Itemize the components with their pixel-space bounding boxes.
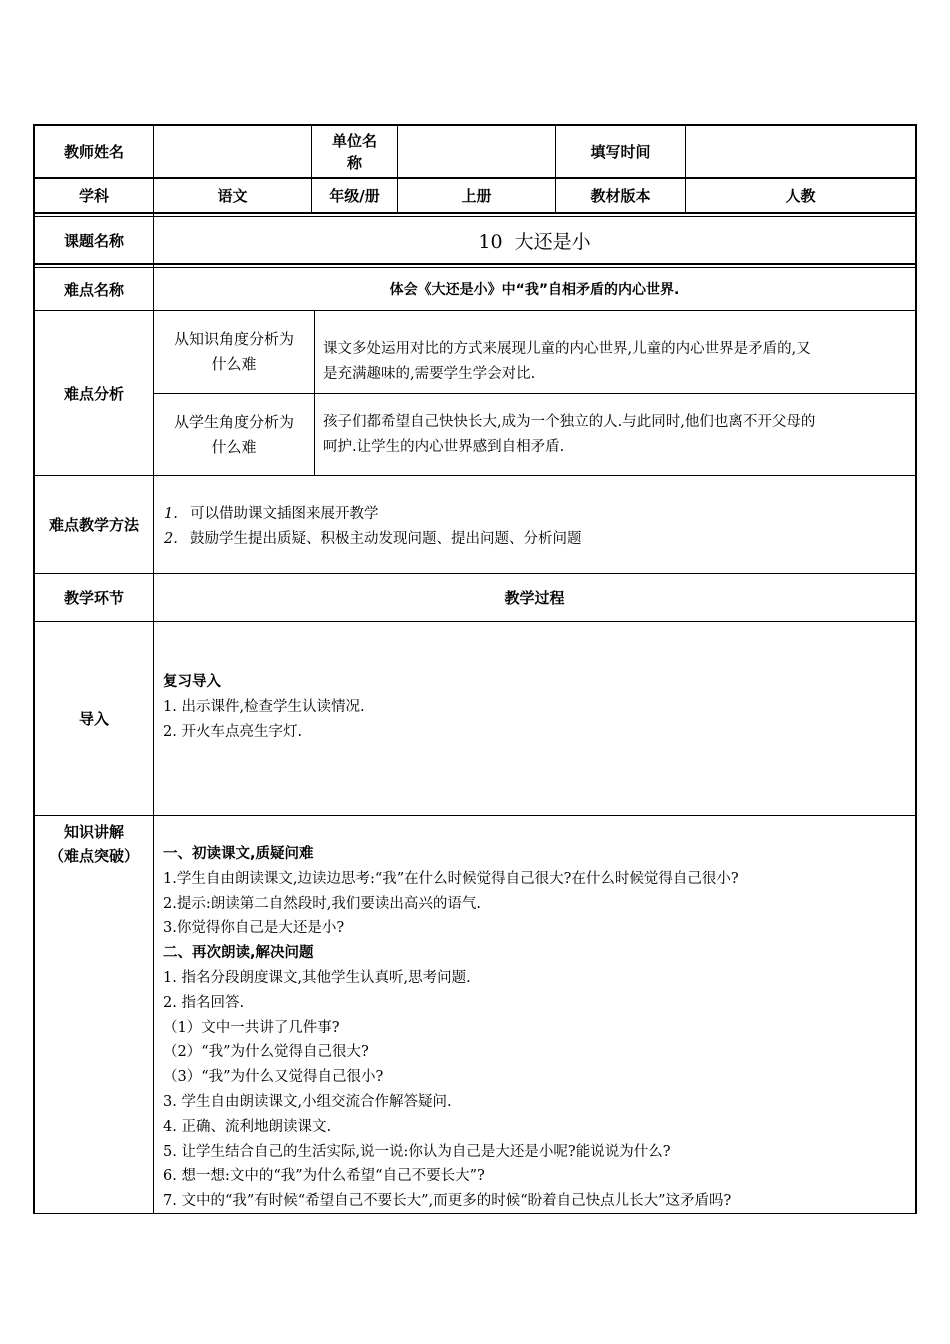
difficulty-name-value: 体会《大还是小》中“我”自相矛盾的内心世界. xyxy=(389,282,680,298)
knowledge-angle-text xyxy=(323,337,913,387)
table-rule xyxy=(33,475,917,476)
edition-label: 教材版本 xyxy=(590,187,651,205)
knowledge-angle-label xyxy=(154,311,314,393)
content-line: 4. 正确、流利地朗读课文. xyxy=(163,1118,332,1135)
student-angle-label-line2: 什么难 xyxy=(211,437,257,456)
difficulty-name-label: 难点名称 xyxy=(63,280,124,299)
subject-value: 语文 xyxy=(217,187,248,205)
knowledge-stage-label-line1: 知识讲解 xyxy=(63,823,124,841)
intro-line: 2. 开火车点亮生字灯. xyxy=(163,723,303,740)
student-angle-label-line1: 从学生角度分析为 xyxy=(173,412,294,431)
knowledge-angle-text-line2: 是充满趣味的,需要学生学会对比. xyxy=(323,365,536,382)
intro-stage-label: 导入 xyxy=(78,710,109,728)
student-angle-text xyxy=(323,410,913,460)
table-rule xyxy=(33,815,917,816)
content-line: 5. 让学生结合自己的生活实际,说一说:你认为自己是大还是小呢?能说说为什么? xyxy=(163,1143,671,1160)
unit-name-label-line1: 单位名 xyxy=(331,131,377,150)
teacher-name-value xyxy=(154,126,311,177)
fill-date-label: 填写时间 xyxy=(590,143,651,161)
teaching-method-label: 难点教学方法 xyxy=(48,516,139,534)
content-line: （1）文中一共讲了几件事? xyxy=(163,1019,340,1036)
subject-label: 学科 xyxy=(78,187,109,205)
method-item xyxy=(164,527,904,552)
content-line: 1. 指名分段朗度课文,其他学生认真听,思考问题. xyxy=(163,969,471,986)
content-line: 7. 文中的“我”有时候“希望自己不要长大”,而更多的时候“盼着自己快点儿长大”这矛盾吗? xyxy=(163,1193,732,1210)
content-line: （3）“我”为什么又觉得自己很小? xyxy=(163,1069,384,1086)
teaching-stage-header: 教学环节 xyxy=(63,589,124,607)
unit-name-label-line2: 称 xyxy=(346,153,362,172)
method-item-number: 1. xyxy=(164,506,178,522)
method-item xyxy=(164,502,904,527)
edition-value: 人教 xyxy=(785,187,816,205)
knowledge-stage-label-line2: （难点突破） xyxy=(48,847,139,865)
unit-name-label xyxy=(312,126,397,177)
lesson-title-label: 课题名称 xyxy=(63,231,124,250)
method-item-text: 鼓励学生提出质疑、积极主动发现问题、提出问题、分析问题 xyxy=(190,530,582,547)
knowledge-content xyxy=(163,842,911,1214)
unit-name-value xyxy=(398,126,555,177)
intro-content xyxy=(163,670,908,744)
table-border-right xyxy=(915,124,917,1214)
section-title: 二、再次朗读,解决问题 xyxy=(163,945,314,962)
teacher-name-label: 教师姓名 xyxy=(63,143,124,161)
difficulty-analysis-label: 难点分析 xyxy=(63,384,124,403)
method-item-text: 可以借助课文插图来展开教学 xyxy=(190,506,379,522)
content-line: 3.你觉得你自己是大还是小? xyxy=(163,920,345,937)
table-rule xyxy=(33,212,917,214)
intro-title: 复习导入 xyxy=(163,674,221,690)
knowledge-stage-label xyxy=(35,820,153,868)
content-line: 6. 想一想:文中的“我”为什么希望“自己不要长大”? xyxy=(163,1168,485,1185)
teaching-method-list xyxy=(164,502,904,552)
knowledge-angle-label-line1: 从知识角度分析为 xyxy=(173,330,294,348)
student-angle-label xyxy=(154,394,314,475)
intro-line: 1. 出示课件,检查学生认读情况. xyxy=(163,698,365,715)
grade-label: 年级/册 xyxy=(329,187,380,205)
student-angle-text-line1: 孩子们都希望自己快快长大,成为一个独立的人.与此同时,他们也离不开父母的 xyxy=(323,414,816,430)
table-rule xyxy=(33,621,917,622)
knowledge-angle-text-line1: 课文多处运用对比的方式来展现儿童的内心世界,儿童的内心世界是矛盾的,又 xyxy=(323,341,811,357)
teaching-process-header: 教学过程 xyxy=(504,589,565,607)
method-item-number: 2. xyxy=(164,530,178,547)
lesson-title-value: 10 大还是小 xyxy=(478,230,591,253)
content-line: 3. 学生自由朗读课文,小组交流合作解答疑问. xyxy=(163,1093,452,1110)
fill-date-value xyxy=(686,126,915,177)
content-line: 2.提示:朗读第二自然段时,我们要读出高兴的语气. xyxy=(163,895,481,912)
knowledge-angle-label-line2: 什么难 xyxy=(211,355,257,373)
section-title: 一、初读课文,质疑问难 xyxy=(163,846,314,862)
content-line: （2）“我”为什么觉得自己很大? xyxy=(163,1044,369,1061)
table-rule xyxy=(33,263,917,265)
student-angle-text-line2: 呵护.让学生的内心世界感到自相矛盾. xyxy=(323,438,565,455)
content-line: 2. 指名回答. xyxy=(163,994,245,1011)
content-line: 1.学生自由朗读课文,边读边思考:“我”在什么时候觉得自己很大?在什么时候觉得自己很小? xyxy=(163,870,739,887)
table-rule xyxy=(314,310,315,476)
grade-value: 上册 xyxy=(461,187,492,205)
